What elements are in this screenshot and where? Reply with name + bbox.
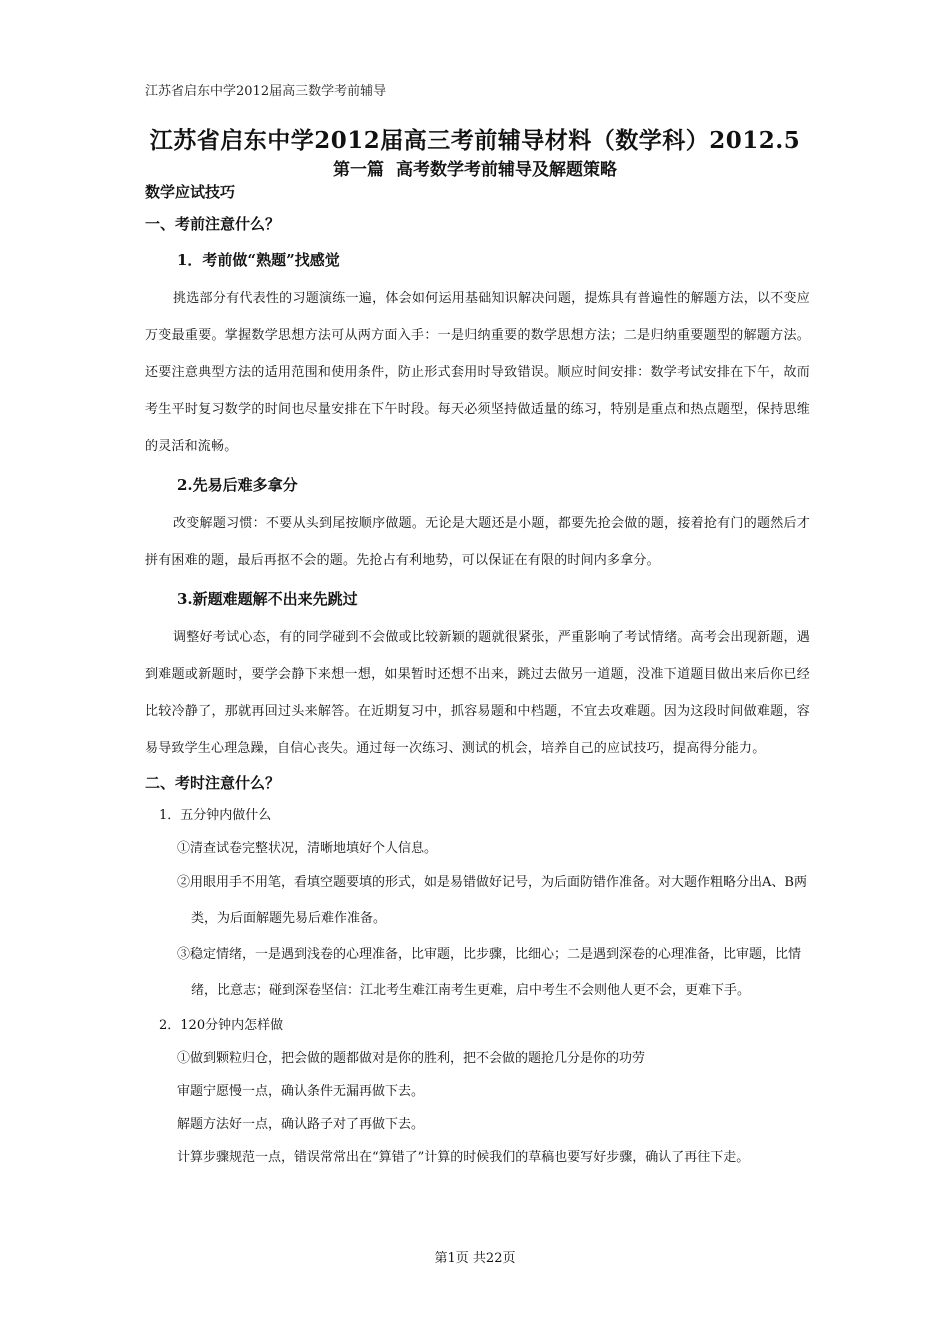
section-title: 数学应试技巧 (145, 183, 236, 201)
list-subitem: ②用眼用手不用笔，看填空题要填的形式，如是易错做好记号，为后面防错作准备。对大题作粗略分出A、B两类，为后面解题先易后难作准备。 (177, 875, 807, 926)
page-footer: 第1页 共22页 (434, 1251, 516, 1266)
list-item-2-2: 2．120分钟内怎样做 (159, 1018, 284, 1033)
section-heading-1: 一、考前注意什么？ (145, 215, 281, 233)
paragraph-1-1: 挑选部分有代表性的习题演练一遍，体会如何运用基础知识解决问题，提炼具有普遍性的解题方法，以不变应万变最重要。掌握数学思想方法可从两方面入手：一是归纳重要的数学思想方法；二是归纳重要题型的解题方法。还要注意典型方法的适用范围和使用条件，防止形式套用时导致错误。顺应时间安排：数学考试安排在下午，故而考生平时复习数学的时间也尽量安排在下午时段。每天必须坚持做适量的练习，特别是重点和热点题型，保持思维的灵活和流畅。 (145, 291, 810, 454)
subtitle-part: 第一篇 (333, 160, 384, 180)
document-body (145, 176, 810, 1174)
list-subitem: ①做到颗粒归仓，把会做的题都做对是你的胜利，把不会做的题抢几分是你的功劳 (177, 1051, 646, 1066)
document-title: 江苏省启东中学2012届高三考前辅导材料（数学科）2012.5 (149, 127, 801, 154)
paragraph-1-2: 改变解题习惯：不要从头到尾按顺序做题。无论是大题还是小题，都要先抢会做的题，接着抢有门的题然后才拼有困难的题，最后再抠不会的题。先抢占有利地势，可以保证在有限的时间内多拿分。 (145, 516, 810, 568)
subheading-1-2: 2.先易后难多拿分 (177, 476, 298, 494)
running-header: 江苏省启东中学2012届高三数学考前辅导 (145, 84, 387, 99)
subtitle-text: 高考数学考前辅导及解题策略 (396, 160, 617, 180)
list-subitem: 解题方法好一点，确认路子对了再做下去。 (177, 1117, 425, 1132)
list-subitem: ③稳定情绪，一是遇到浅卷的心理准备，比审题，比步骤，比细心；二是遇到深卷的心理准备，比审题，比情绪，比意志；碰到深卷坚信：江北考生难江南考生更难，启中考生不会则他人更不会，更难下手。 (177, 947, 802, 998)
list-subitem: ①清查试卷完整状况，清晰地填好个人信息。 (177, 841, 438, 856)
paragraph-1-3: 调整好考试心态，有的同学碰到不会做或比较新颖的题就很紧张，严重影响了考试情绪。高考会出现新题，遇到难题或新题时，要学会静下来想一想，如果暂时还想不出来，跳过去做另一道题，没准下道题目做出来后你已经比较冷静了，那就再回过头来解答。在近期复习中，抓容易题和中档题，不宜去攻难题。因为这段时间做难题，容易导致学生心理急躁，自信心丧失。通过每一次练习、测试的机会，培养自己的应试技巧，提高得分能力。 (145, 630, 810, 756)
subheading-1-1: 1．考前做“熟题”找感觉 (177, 251, 340, 269)
subheading-1-3: 3.新题难题解不出来先跳过 (177, 590, 358, 608)
list-subitem: 计算步骤规范一点，错误常常出在“算错了”计算的时候我们的草稿也要写好步骤，确认了再往下走。 (177, 1150, 750, 1165)
section-heading-2: 二、考时注意什么？ (145, 774, 281, 792)
list-item-2-1: 1．五分钟内做什么 (159, 808, 272, 823)
list-subitem: 审题宁愿慢一点，确认条件无漏再做下去。 (177, 1084, 425, 1099)
